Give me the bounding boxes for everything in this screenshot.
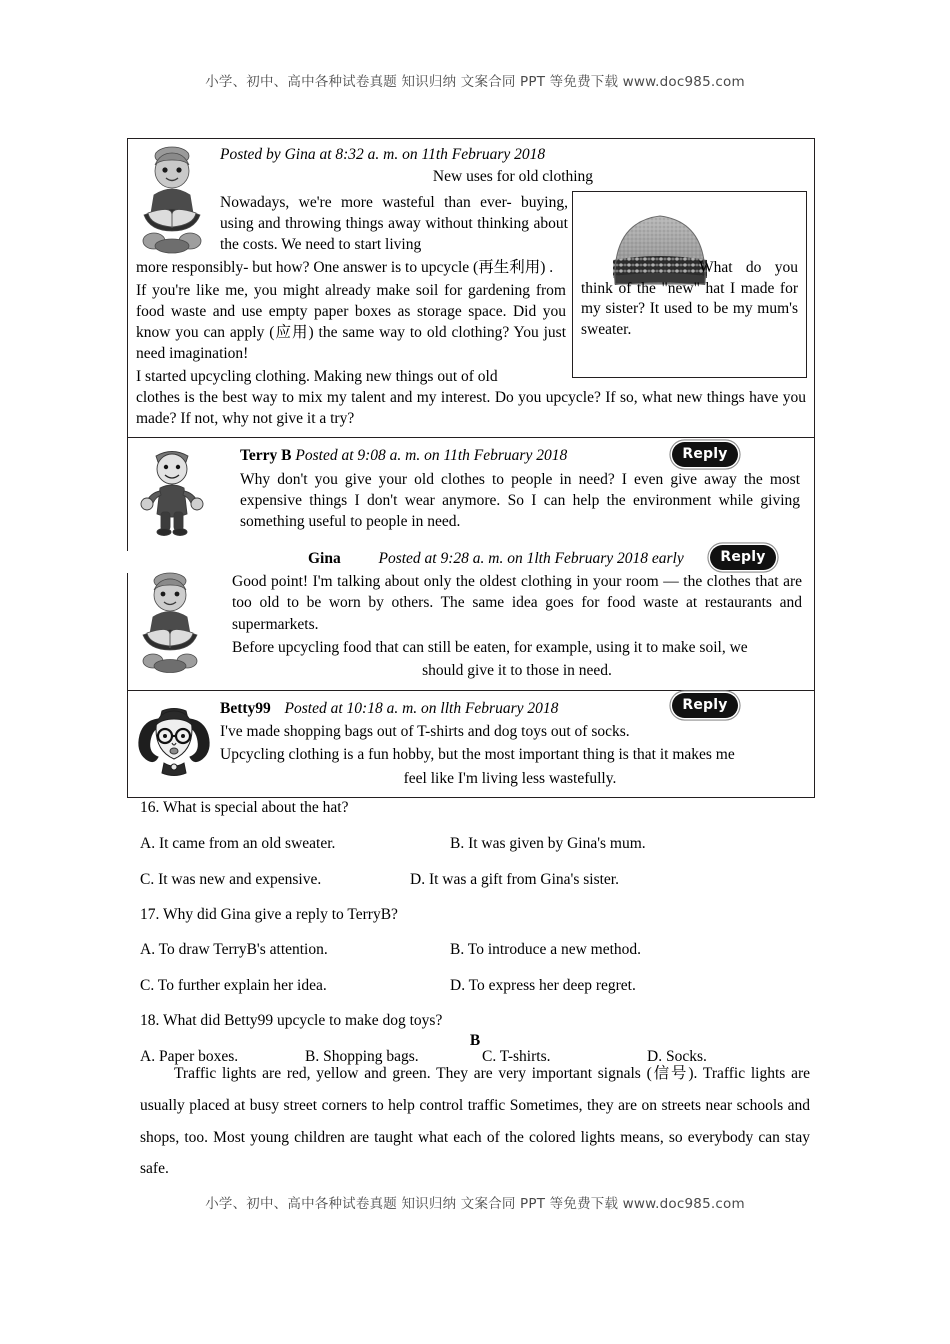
- header-watermark: 小学、初中、高中各种试卷真题 知识归纳 文案合同 PPT 等免费下载 www.doc985.com: [205, 74, 745, 90]
- reply-section-gina: [128, 541, 814, 690]
- main-post-meta: Posted by Gina at 8:32 a. m. on 11th February 2018: [220, 146, 546, 163]
- reply-button-terryb[interactable]: Reply: [672, 442, 738, 467]
- hat-figure-box: [572, 191, 807, 378]
- question-17-option-b[interactable]: B. To introduce a new method.: [450, 941, 642, 958]
- main-post-paragraph-3b: clothes is the best way to mix my talent and my interest. Do you upcycle? If so, what new things have you made? If not, why not give it a try?: [136, 389, 806, 428]
- footer-watermark: 小学、初中、高中各种试卷真题 知识归纳 文案合同 PPT 等免费下载 www.doc985.com: [205, 1196, 745, 1212]
- question-16-option-d[interactable]: D. It was a gift from Gina's sister.: [410, 870, 619, 888]
- question-17-options-row-1: [140, 941, 820, 958]
- question-17-options-row-2: [140, 977, 820, 994]
- main-post-paragraph-3a: I started upcycling clothing. Making new things out of old: [136, 368, 498, 386]
- reply-author-betty99: Betty99: [220, 699, 271, 717]
- question-16-option-b[interactable]: B. It was given by Gina's mum.: [450, 834, 646, 852]
- question-16-options-row-1: [140, 835, 820, 852]
- reply-section-terryb: [128, 437, 814, 540]
- reply-body-terryb: Why don't you give your old clothes to people in need? I even give away the most expensive things I don't wear anymore. So I can help the environment while giving something useful to people in need.: [240, 470, 800, 531]
- gina-reading-child-avatar: [134, 143, 210, 261]
- question-18-option-d[interactable]: D. Socks.: [647, 1047, 707, 1065]
- question-16-stem: 16. What is special about the hat?: [140, 799, 349, 816]
- reply-body-betty99: I've made shopping bags out of T-shirts and dog toys out of socks. Upcycling clothing is a fun hobby, but the most important thing is that it makes me feel like I'm living less wastefully.: [220, 722, 735, 787]
- hat-figure-caption: What do you think of the "new" hat I made for my sister? It used to be my mum's sweater.: [581, 259, 798, 338]
- question-18-option-b[interactable]: B. Shopping bags.: [305, 1047, 419, 1065]
- passage-b-title: B: [469, 1032, 481, 1049]
- question-16-option-c[interactable]: C. It was new and expensive.: [140, 870, 322, 888]
- reply-body-gina: Good point! I'm talking about only the oldest clothing in your room — the clothes that are too old to be worn by others. The same idea goes for food waste at restaurants and supermarkets. Before upcycling food that can still be eaten, for example, using it to make soil, we should give it to those in need.: [232, 572, 802, 680]
- gina-reading-child-avatar: [134, 569, 206, 679]
- main-post-paragraph-2: If you're like me, you might already make soil for gardening from food waste and use empty paper boxes as storage space. Did you know you can apply (应用) the same way to old clothing? You just need imagination!: [136, 281, 566, 363]
- reply-timestamp-betty99: Posted at 10:18 a. m. on llth February 2018: [284, 699, 559, 717]
- question-17-option-d[interactable]: D. To express her deep regret.: [450, 977, 636, 994]
- question-18-option-a[interactable]: A. Paper boxes.: [140, 1047, 239, 1065]
- reply-button-betty99[interactable]: Reply: [672, 693, 738, 718]
- betty99-girl-glasses-avatar: [132, 705, 216, 785]
- terryb-boy-avatar: [136, 444, 208, 536]
- reply-timestamp-terryb: Posted at 9:08 a. m. on 11th February 2018: [295, 447, 568, 465]
- question-17-option-a[interactable]: A. To draw TerryB's attention.: [140, 941, 328, 958]
- reply-timestamp-gina: Posted at 9:28 a. m. on 1lth February 2018 early: [378, 549, 684, 567]
- main-post-title: New uses for old clothing: [432, 168, 594, 186]
- question-16-options-row-2: [140, 871, 820, 888]
- question-18-option-c[interactable]: C. T-shirts.: [482, 1047, 551, 1065]
- main-post-section: [128, 139, 814, 437]
- question-17-stem: 17. Why did Gina give a reply to TerryB?: [140, 905, 398, 923]
- reply-section-betty99: [128, 690, 814, 797]
- left-border-gap: [126, 551, 129, 573]
- reply-button-gina[interactable]: Reply: [710, 545, 776, 570]
- question-18-stem: 18. What did Betty99 upcycle to make dog toys?: [140, 1012, 443, 1029]
- main-post-paragraph-1a: Nowadays, we're more wasteful than ever- buying, using and throwing things away without thinking about the costs. We need to start living: [220, 193, 568, 253]
- question-16-option-a[interactable]: A. It came from an old sweater.: [140, 834, 336, 852]
- main-post-paragraph-1b: more responsibly- but how? One answer is to upcycle (再生利用) .: [136, 258, 554, 276]
- forum-thread-box: [127, 138, 815, 798]
- question-17-option-c[interactable]: C. To further explain her idea.: [140, 977, 327, 994]
- reply-author-gina: Gina: [308, 549, 341, 567]
- passage-b-text: Traffic lights are red, yellow and green. They are very important signals (信号). Traffic lights are usually placed at busy street corners to help control traffic Sometimes, they are on streets near schools and shops, too. Most young children are taught what each of the colored lights means, so everybody can stay safe.: [140, 1065, 810, 1178]
- reply-author-terryb: Terry B: [240, 447, 292, 465]
